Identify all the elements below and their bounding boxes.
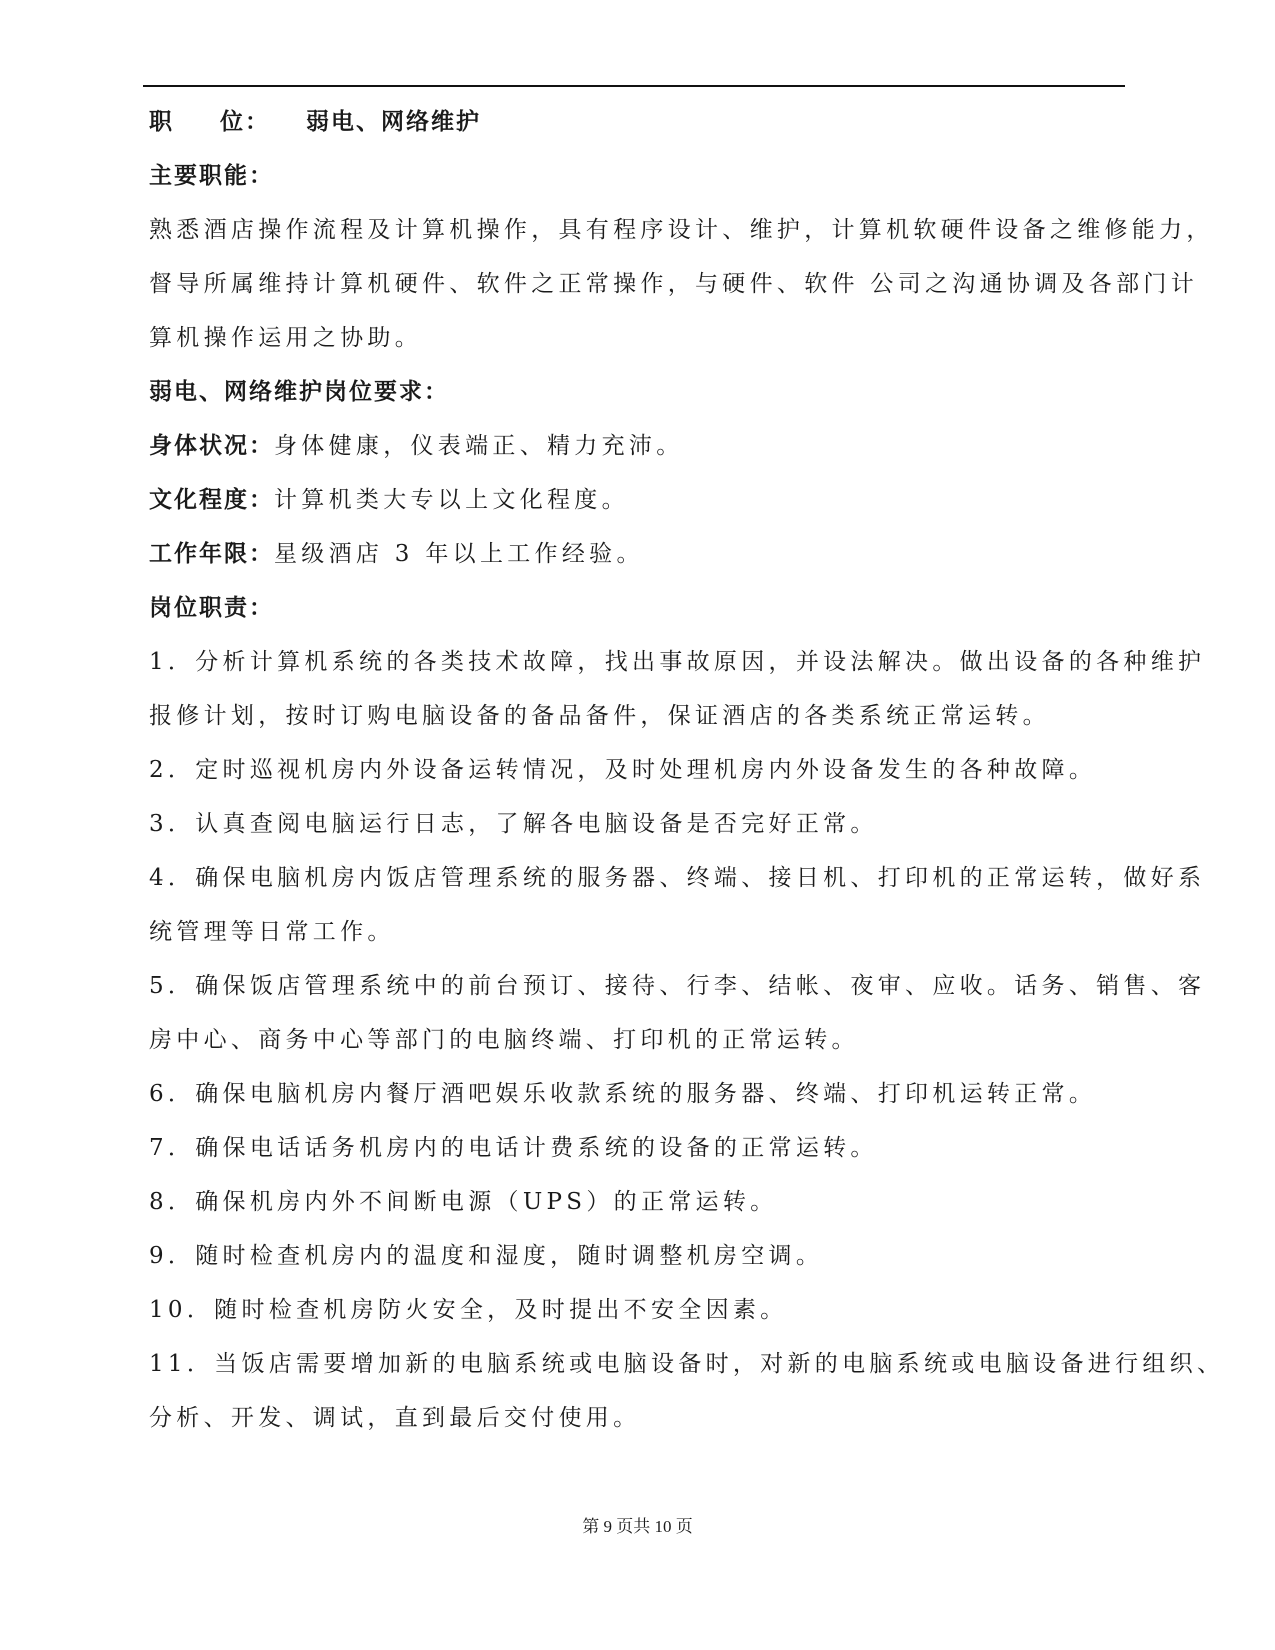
requirement-experience-value: 星级酒店 3 年以上工作经验。: [274, 541, 644, 567]
requirement-experience-label: 工作年限：: [149, 540, 274, 567]
duty-line: 5．确保饭店管理系统中的前台预订、接待、行李、结帐、夜审、应收。话务、销售、客: [149, 973, 1206, 999]
duty-line: 报修计划，按时订购电脑设备的备品备件，保证酒店的各类系统正常运转。: [149, 703, 1050, 729]
main-function-heading: 主要职能：: [149, 162, 274, 189]
requirement-education-value: 计算机类大专以上文化程度。: [274, 487, 629, 513]
requirement-experience: [149, 527, 1119, 581]
requirement-education: [149, 473, 1119, 527]
duty-line: 1．分析计算机系统的各类技术故障，找出事故原因，并设法解决。做出设备的各种维护: [149, 649, 1206, 675]
duty-line: 4．确保电脑机房内饭店管理系统的服务器、终端、接日机、打印机的正常运转，做好系: [149, 865, 1206, 891]
requirement-health-value: 身体健康，仪表端正、精力充沛。: [274, 433, 684, 459]
position-value: 弱电、网络维护: [306, 108, 481, 135]
requirements-heading: 弱电、网络维护岗位要求：: [149, 378, 449, 405]
position-line: [149, 95, 1119, 149]
requirement-education-label: 文化程度：: [149, 486, 274, 513]
position-label-char-2: 位：: [220, 108, 270, 135]
duty-line: 3．认真查阅电脑运行日志，了解各电脑设备是否完好正常。: [149, 811, 878, 837]
duty-line: 6．确保电脑机房内餐厅酒吧娱乐收款系统的服务器、终端、打印机运转正常。: [149, 1081, 1097, 1107]
main-function-line-3: 算机操作运用之协助。: [149, 325, 422, 351]
requirement-health-label: 身体状况：: [149, 432, 274, 459]
duty-line: 9．随时检查机房内的温度和湿度，随时调整机房空调。: [149, 1243, 824, 1269]
duty-line: 分析、开发、调试，直到最后交付使用。: [149, 1405, 641, 1431]
document-body: [149, 95, 1225, 1445]
duties-heading: 岗位职责：: [149, 594, 274, 621]
page-footer: 第 9 页共 10 页: [582, 1517, 693, 1536]
duty-line: 11．当饭店需要增加新的电脑系统或电脑设备时，对新的电脑系统或电脑设备进行组织、: [149, 1351, 1225, 1377]
duty-line: 统管理等日常工作。: [149, 919, 395, 945]
main-function-line-2: 督导所属维持计算机硬件、软件之正常操作，与硬件、软件 公司之沟通协调及各部门计: [149, 271, 1199, 297]
duty-line: 2．定时巡视机房内外设备运转情况，及时处理机房内外设备发生的各种故障。: [149, 757, 1097, 783]
requirement-health: [149, 419, 1119, 473]
position-label-char-1: 职: [149, 108, 174, 135]
duty-line: 10．随时检查机房防火安全，及时提出不安全因素。: [149, 1297, 788, 1323]
duty-line: 7．确保电话话务机房内的电话计费系统的设备的正常运转。: [149, 1135, 878, 1161]
main-function-line-1: 熟悉酒店操作流程及计算机操作，具有程序设计、维护，计算机软硬件设备之维修能力，: [149, 217, 1214, 243]
header-rule: [143, 85, 1125, 87]
duty-line: 8．确保机房内外不间断电源（UPS）的正常运转。: [149, 1189, 778, 1215]
duty-line: 房中心、商务中心等部门的电脑终端、打印机的正常运转。: [149, 1027, 859, 1053]
